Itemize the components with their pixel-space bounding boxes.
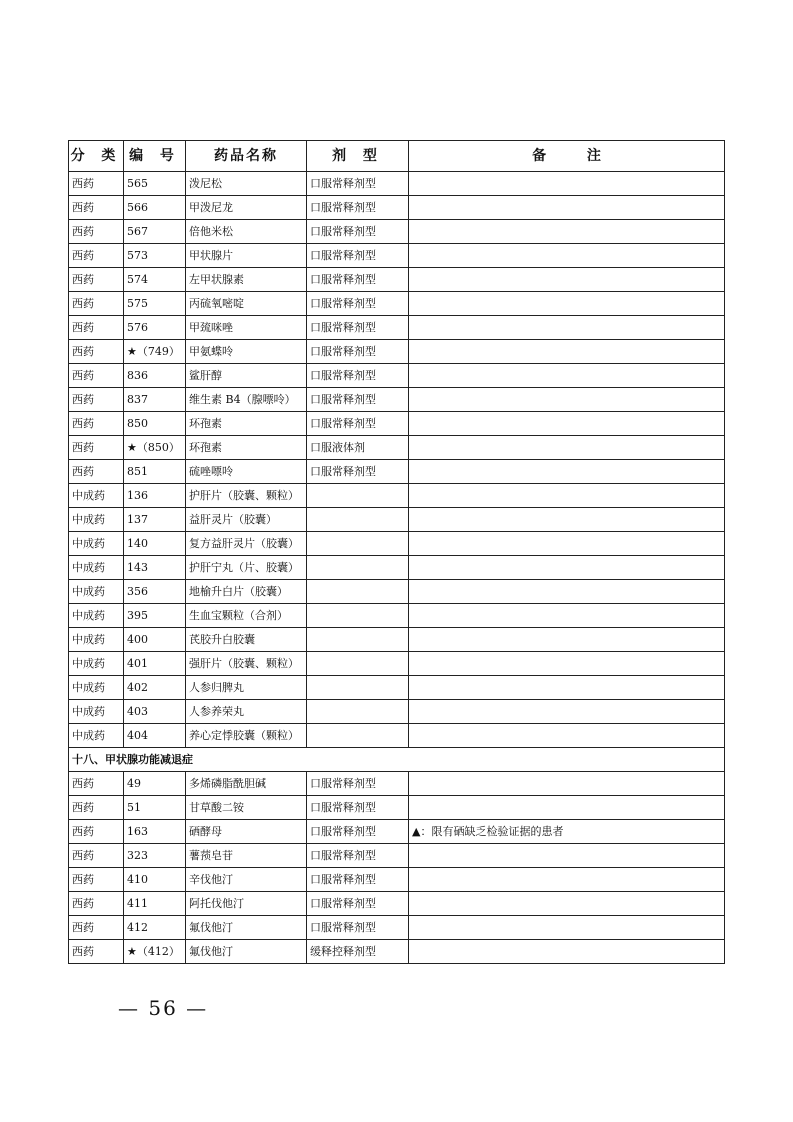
cell-category: 西药 xyxy=(69,316,124,340)
cell-name: 环孢素 xyxy=(186,412,307,436)
cell-dosage: 口服常释剂型 xyxy=(307,460,409,484)
table-row xyxy=(69,700,725,724)
cell-category: 西药 xyxy=(69,244,124,268)
cell-dosage: 口服常释剂型 xyxy=(307,316,409,340)
cell-dosage: 口服常释剂型 xyxy=(307,916,409,940)
table-row xyxy=(69,508,725,532)
cell-name: 护肝片（胶囊、颗粒） xyxy=(186,484,307,508)
table-row xyxy=(69,364,725,388)
cell-dosage: 口服常释剂型 xyxy=(307,868,409,892)
cell-name: 人参归脾丸 xyxy=(186,676,307,700)
cell-name: 维生素 B4（腺嘌呤） xyxy=(186,388,307,412)
cell-name: 甘草酸二铵 xyxy=(186,796,307,820)
table-header-row xyxy=(69,141,725,172)
cell-number: ★（412） xyxy=(124,940,186,964)
header-remark xyxy=(409,141,725,172)
cell-dosage: 口服常释剂型 xyxy=(307,796,409,820)
cell-number: 850 xyxy=(124,412,186,436)
section-title: 十八、甲状腺功能减退症 xyxy=(69,748,725,772)
table-row xyxy=(69,172,725,196)
header-number: 编 号 xyxy=(124,141,186,172)
cell-number: 401 xyxy=(124,652,186,676)
table-row xyxy=(69,724,725,748)
cell-dosage: 口服常释剂型 xyxy=(307,268,409,292)
cell-category: 中成药 xyxy=(69,556,124,580)
cell-remark xyxy=(409,844,725,868)
cell-category: 西药 xyxy=(69,868,124,892)
cell-remark xyxy=(409,796,725,820)
table-body-b xyxy=(69,772,725,964)
cell-remark: ▲：限有硒缺乏检验证据的患者 xyxy=(409,820,725,844)
cell-category: 中成药 xyxy=(69,724,124,748)
cell-remark xyxy=(409,268,725,292)
table-row xyxy=(69,820,725,844)
cell-remark xyxy=(409,316,725,340)
cell-category: 西药 xyxy=(69,916,124,940)
cell-number: 565 xyxy=(124,172,186,196)
table-row xyxy=(69,532,725,556)
cell-category: 西药 xyxy=(69,412,124,436)
cell-number: 566 xyxy=(124,196,186,220)
cell-number: 575 xyxy=(124,292,186,316)
cell-name: 复方益肝灵片（胶囊） xyxy=(186,532,307,556)
cell-remark xyxy=(409,868,725,892)
cell-category: 中成药 xyxy=(69,700,124,724)
cell-name: 地榆升白片（胶囊） xyxy=(186,580,307,604)
cell-category: 中成药 xyxy=(69,652,124,676)
table-row xyxy=(69,292,725,316)
header-remark-text: 备 注 xyxy=(532,148,601,164)
cell-number: 574 xyxy=(124,268,186,292)
cell-dosage: 口服常释剂型 xyxy=(307,172,409,196)
cell-number: 137 xyxy=(124,508,186,532)
cell-remark xyxy=(409,892,725,916)
cell-number: 404 xyxy=(124,724,186,748)
cell-name: 氟伐他汀 xyxy=(186,940,307,964)
cell-number: 402 xyxy=(124,676,186,700)
cell-remark xyxy=(409,196,725,220)
cell-remark xyxy=(409,364,725,388)
cell-number: ★（850） xyxy=(124,436,186,460)
cell-name: 甲泼尼龙 xyxy=(186,196,307,220)
cell-category: 西药 xyxy=(69,388,124,412)
cell-dosage xyxy=(307,580,409,604)
cell-remark xyxy=(409,436,725,460)
cell-dosage: 口服常释剂型 xyxy=(307,292,409,316)
cell-remark xyxy=(409,676,725,700)
cell-remark xyxy=(409,724,725,748)
cell-name: 环孢素 xyxy=(186,436,307,460)
cell-number: 412 xyxy=(124,916,186,940)
cell-remark xyxy=(409,916,725,940)
cell-number: 163 xyxy=(124,820,186,844)
cell-category: 中成药 xyxy=(69,508,124,532)
cell-remark xyxy=(409,340,725,364)
cell-category: 西药 xyxy=(69,844,124,868)
cell-dosage: 缓释控释剂型 xyxy=(307,940,409,964)
cell-category: 西药 xyxy=(69,772,124,796)
cell-dosage xyxy=(307,652,409,676)
cell-remark xyxy=(409,652,725,676)
cell-category: 西药 xyxy=(69,796,124,820)
cell-name: 氟伐他汀 xyxy=(186,916,307,940)
cell-number: 851 xyxy=(124,460,186,484)
cell-dosage: 口服常释剂型 xyxy=(307,820,409,844)
cell-dosage: 口服常释剂型 xyxy=(307,364,409,388)
cell-remark xyxy=(409,508,725,532)
table-row xyxy=(69,316,725,340)
cell-number: 400 xyxy=(124,628,186,652)
cell-name: 泼尼松 xyxy=(186,172,307,196)
cell-dosage xyxy=(307,628,409,652)
cell-remark xyxy=(409,604,725,628)
cell-dosage xyxy=(307,556,409,580)
cell-category: 西药 xyxy=(69,940,124,964)
cell-number: 403 xyxy=(124,700,186,724)
section-body xyxy=(69,748,725,772)
cell-category: 西药 xyxy=(69,364,124,388)
cell-number: 567 xyxy=(124,220,186,244)
table-row xyxy=(69,916,725,940)
cell-name: 甲氨蝶呤 xyxy=(186,340,307,364)
drug-table xyxy=(68,140,725,964)
cell-number: 136 xyxy=(124,484,186,508)
cell-name: 多烯磷脂酰胆碱 xyxy=(186,772,307,796)
cell-name: 芪胶升白胶囊 xyxy=(186,628,307,652)
cell-name: 益肝灵片（胶囊） xyxy=(186,508,307,532)
table-row xyxy=(69,484,725,508)
cell-dosage xyxy=(307,508,409,532)
cell-name: 护肝宁丸（片、胶囊） xyxy=(186,556,307,580)
cell-number: ★（749） xyxy=(124,340,186,364)
cell-dosage: 口服常释剂型 xyxy=(307,892,409,916)
cell-remark xyxy=(409,172,725,196)
cell-number: 410 xyxy=(124,868,186,892)
cell-remark xyxy=(409,292,725,316)
cell-dosage: 口服常释剂型 xyxy=(307,388,409,412)
cell-remark xyxy=(409,484,725,508)
cell-name: 甲巯咪唑 xyxy=(186,316,307,340)
cell-dosage: 口服常释剂型 xyxy=(307,772,409,796)
cell-name: 硫唑嘌呤 xyxy=(186,460,307,484)
cell-name: 倍他米松 xyxy=(186,220,307,244)
table-row xyxy=(69,868,725,892)
table-row xyxy=(69,220,725,244)
cell-name: 人参养荣丸 xyxy=(186,700,307,724)
cell-number: 836 xyxy=(124,364,186,388)
cell-remark xyxy=(409,532,725,556)
table-row xyxy=(69,892,725,916)
table-row xyxy=(69,652,725,676)
cell-category: 西药 xyxy=(69,268,124,292)
cell-dosage xyxy=(307,532,409,556)
cell-number: 323 xyxy=(124,844,186,868)
cell-name: 薯蓣皂苷 xyxy=(186,844,307,868)
table-row xyxy=(69,268,725,292)
cell-remark xyxy=(409,940,725,964)
cell-category: 中成药 xyxy=(69,676,124,700)
cell-number: 395 xyxy=(124,604,186,628)
table-row xyxy=(69,340,725,364)
cell-dosage: 口服常释剂型 xyxy=(307,196,409,220)
cell-name: 养心定悸胶囊（颗粒） xyxy=(186,724,307,748)
cell-name: 鲨肝醇 xyxy=(186,364,307,388)
cell-name: 丙硫氧嘧啶 xyxy=(186,292,307,316)
table-row xyxy=(69,244,725,268)
cell-name: 辛伐他汀 xyxy=(186,868,307,892)
cell-remark xyxy=(409,220,725,244)
cell-category: 西药 xyxy=(69,292,124,316)
cell-number: 576 xyxy=(124,316,186,340)
cell-remark xyxy=(409,628,725,652)
cell-number: 49 xyxy=(124,772,186,796)
cell-category: 西药 xyxy=(69,340,124,364)
cell-category: 西药 xyxy=(69,220,124,244)
cell-name: 阿托伐他汀 xyxy=(186,892,307,916)
cell-name: 硒酵母 xyxy=(186,820,307,844)
cell-number: 356 xyxy=(124,580,186,604)
cell-number: 411 xyxy=(124,892,186,916)
cell-number: 143 xyxy=(124,556,186,580)
cell-remark xyxy=(409,244,725,268)
cell-remark xyxy=(409,388,725,412)
cell-number: 573 xyxy=(124,244,186,268)
header-category: 分 类 xyxy=(69,141,124,172)
cell-category: 中成药 xyxy=(69,532,124,556)
cell-name: 生血宝颗粒（合剂） xyxy=(186,604,307,628)
cell-category: 西药 xyxy=(69,172,124,196)
cell-dosage xyxy=(307,484,409,508)
cell-category: 西药 xyxy=(69,820,124,844)
cell-dosage xyxy=(307,604,409,628)
table-row xyxy=(69,436,725,460)
cell-remark xyxy=(409,580,725,604)
table-row xyxy=(69,556,725,580)
cell-dosage: 口服常释剂型 xyxy=(307,412,409,436)
cell-dosage: 口服常释剂型 xyxy=(307,244,409,268)
cell-dosage xyxy=(307,700,409,724)
table-row xyxy=(69,796,725,820)
header-dosage: 剂 型 xyxy=(307,141,409,172)
table-body-a xyxy=(69,172,725,748)
cell-dosage: 口服常释剂型 xyxy=(307,220,409,244)
table-row xyxy=(69,460,725,484)
cell-dosage xyxy=(307,676,409,700)
table-row xyxy=(69,388,725,412)
table-row xyxy=(69,604,725,628)
cell-number: 51 xyxy=(124,796,186,820)
table-row xyxy=(69,628,725,652)
table-row xyxy=(69,844,725,868)
cell-name: 左甲状腺素 xyxy=(186,268,307,292)
table-row xyxy=(69,772,725,796)
cell-remark xyxy=(409,460,725,484)
table-row xyxy=(69,412,725,436)
cell-name: 甲状腺片 xyxy=(186,244,307,268)
cell-category: 中成药 xyxy=(69,484,124,508)
cell-remark xyxy=(409,700,725,724)
table-row xyxy=(69,676,725,700)
table-row xyxy=(69,196,725,220)
cell-name: 强肝片（胶囊、颗粒） xyxy=(186,652,307,676)
cell-category: 西药 xyxy=(69,460,124,484)
table-row xyxy=(69,580,725,604)
cell-remark xyxy=(409,556,725,580)
cell-category: 西药 xyxy=(69,196,124,220)
cell-dosage: 口服常释剂型 xyxy=(307,340,409,364)
cell-number: 837 xyxy=(124,388,186,412)
cell-category: 中成药 xyxy=(69,628,124,652)
cell-number: 140 xyxy=(124,532,186,556)
cell-dosage xyxy=(307,724,409,748)
cell-remark xyxy=(409,412,725,436)
cell-category: 中成药 xyxy=(69,580,124,604)
cell-dosage: 口服液体剂 xyxy=(307,436,409,460)
cell-remark xyxy=(409,772,725,796)
page-number: — 56 — xyxy=(118,996,209,1020)
cell-category: 西药 xyxy=(69,892,124,916)
header-name: 药品名称 xyxy=(186,141,307,172)
cell-category: 中成药 xyxy=(69,604,124,628)
section-row xyxy=(69,748,725,772)
table-row xyxy=(69,940,725,964)
cell-category: 西药 xyxy=(69,436,124,460)
cell-dosage: 口服常释剂型 xyxy=(307,844,409,868)
